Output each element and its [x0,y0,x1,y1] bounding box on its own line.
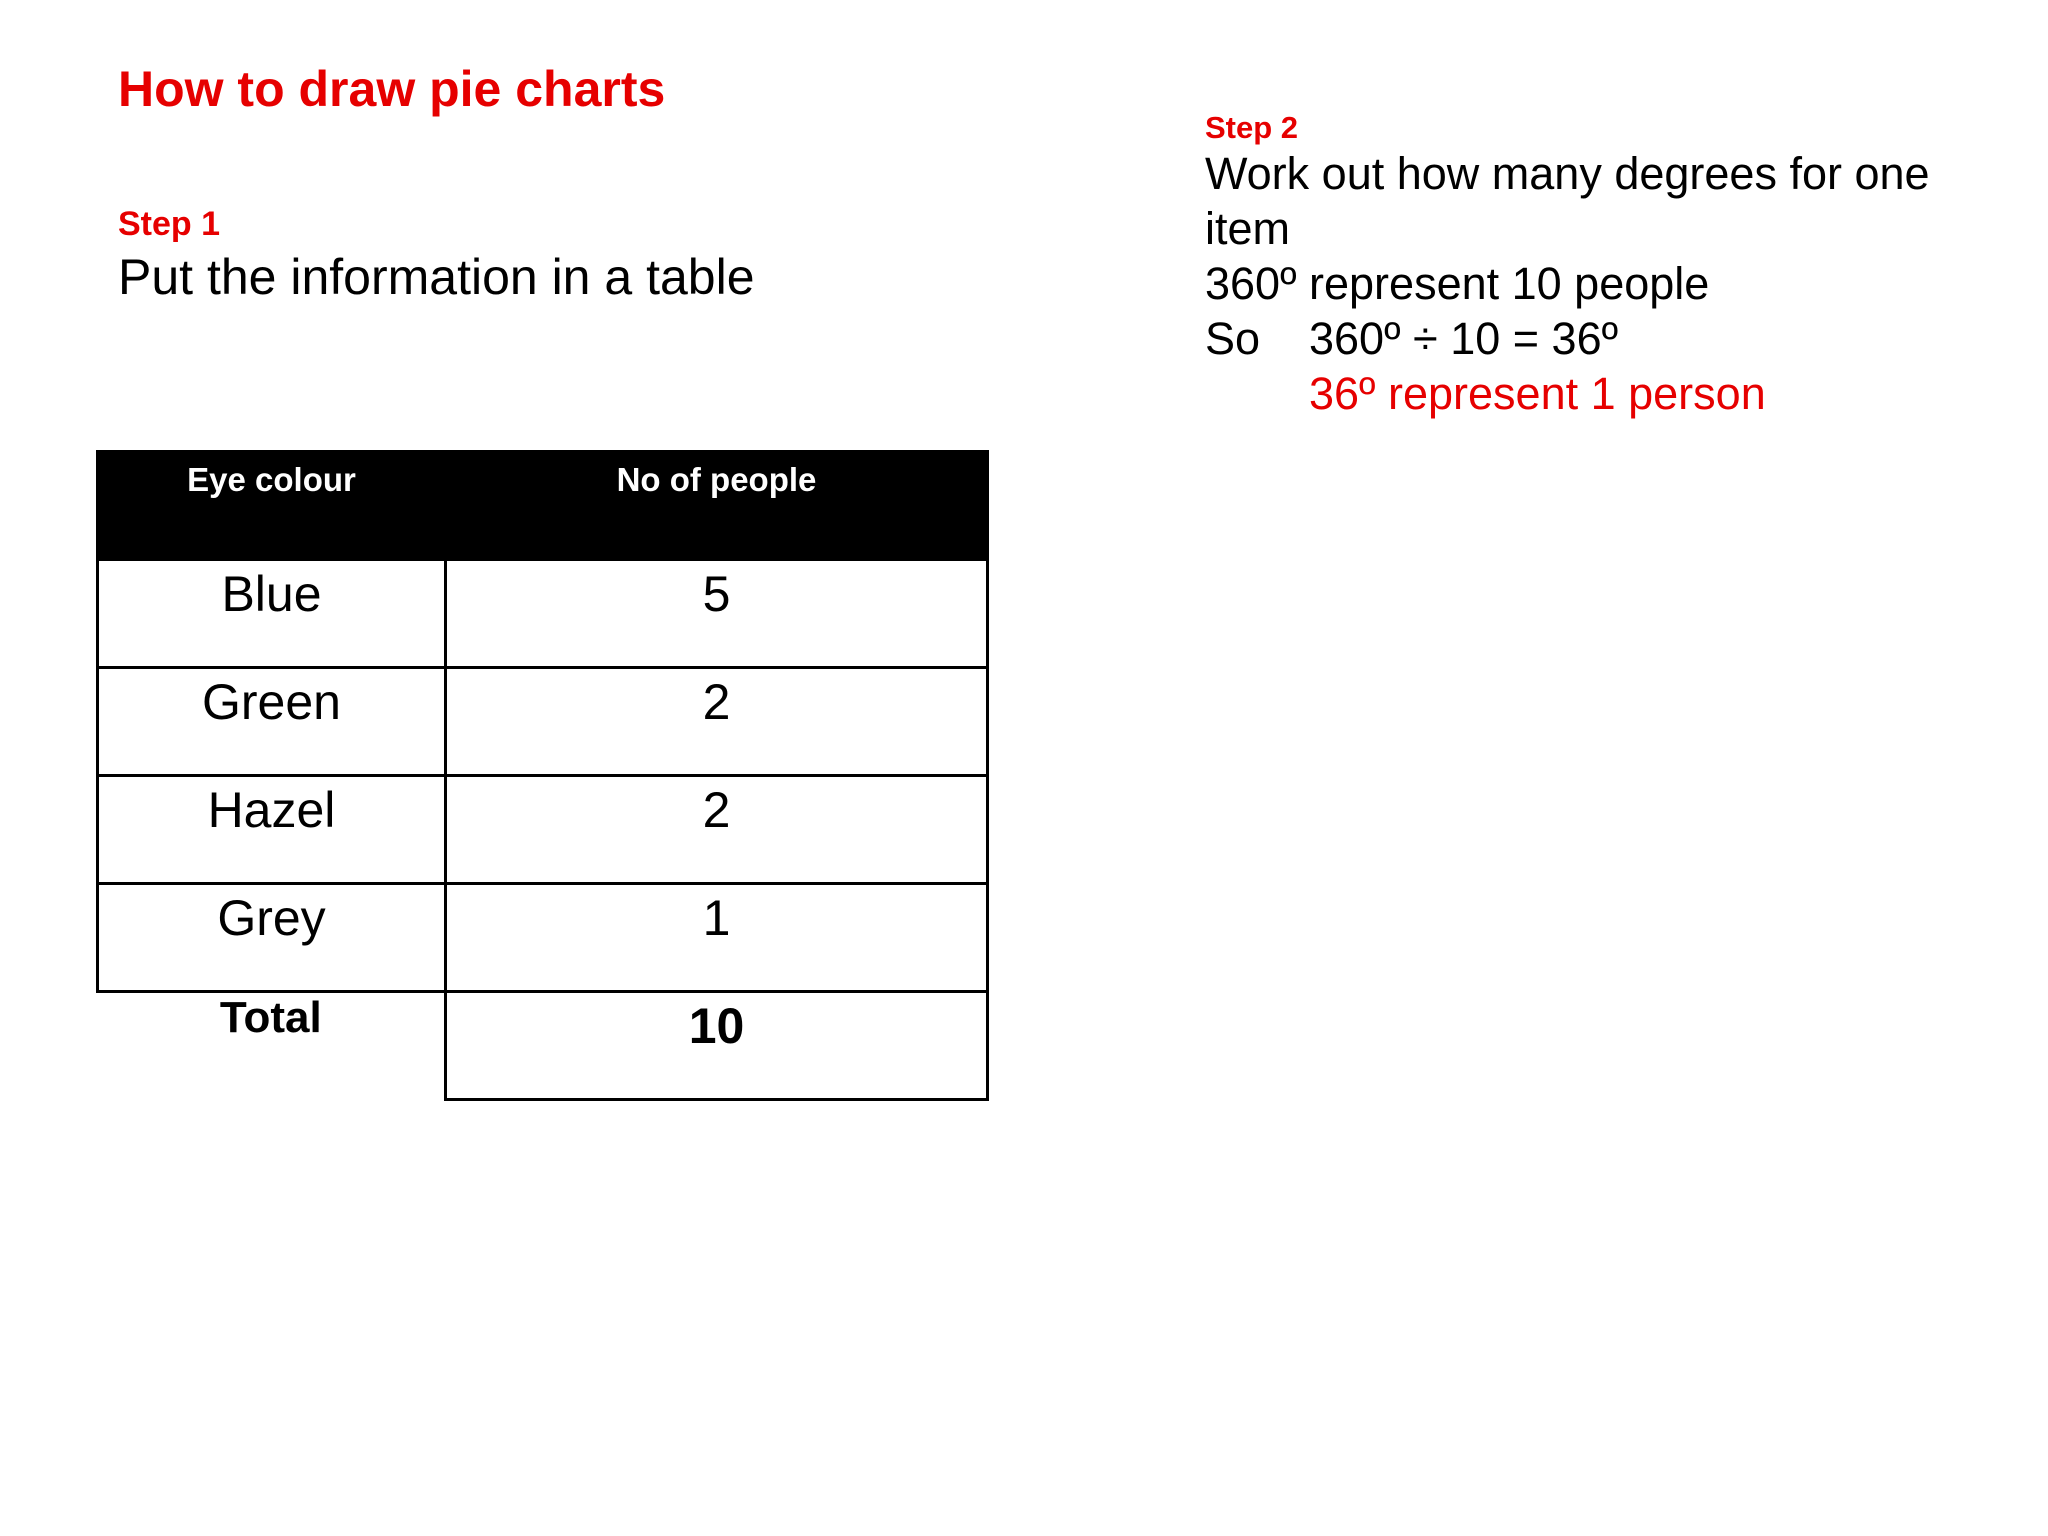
cell-count: 2 [446,776,988,884]
step2-line-2: item [1205,202,1291,254]
page-title: How to draw pie charts [118,61,666,117]
cell-colour: Green [98,668,446,776]
step2-line-3: 360º represent 10 people [1205,257,1710,309]
step2-division: 360º ÷ 10 = 36º [1309,312,1619,364]
total-label: Total [98,992,446,1100]
step2-line-5: 36º represent 1 person [1309,367,1766,419]
step2-section [1205,110,2005,421]
eye-colour-table [96,450,989,1101]
header-eye-colour: Eye colour [98,452,446,560]
table-row [98,776,988,884]
cell-colour: Hazel [98,776,446,884]
table-row [98,884,988,992]
cell-count: 2 [446,668,988,776]
step2-line-4 [1205,311,2005,366]
step2-line-1: Work out how many degrees for one [1205,147,1930,199]
cell-colour: Grey [98,884,446,992]
table-total-row [98,992,988,1100]
cell-colour: Blue [98,560,446,668]
table-row [98,668,988,776]
cell-count: 5 [446,560,988,668]
step2-so-prefix: So [1205,312,1261,364]
table-row [98,560,988,668]
step1-label: Step 1 [118,205,221,243]
header-no-of-people: No of people [446,452,988,560]
table-header-row [98,452,988,560]
cell-count: 1 [446,884,988,992]
step1-text: Put the information in a table [118,249,755,305]
step2-label: Step 2 [1205,110,1299,145]
total-value: 10 [446,992,988,1100]
